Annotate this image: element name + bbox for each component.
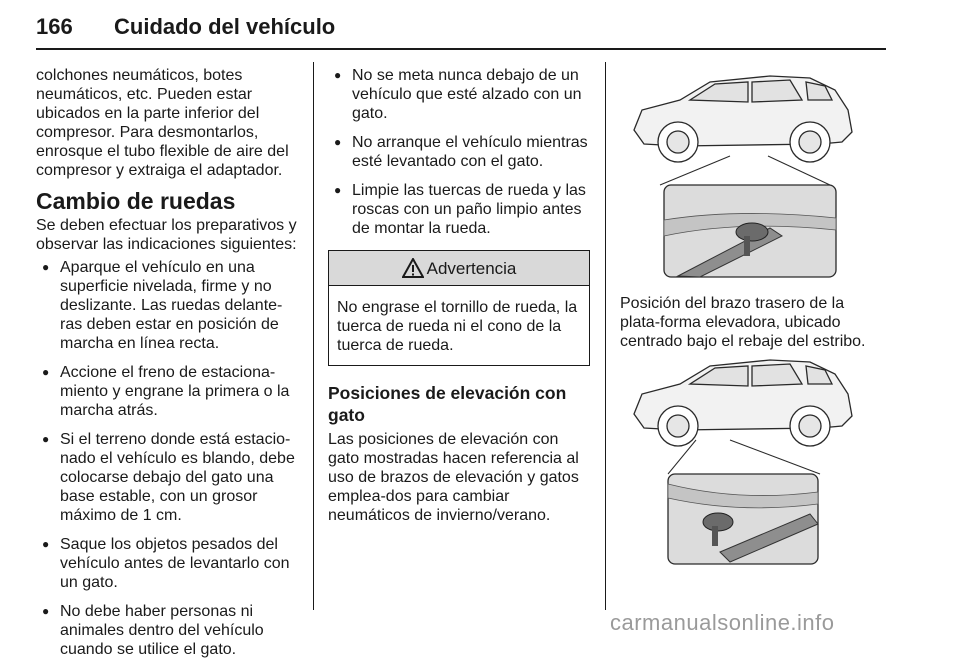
list-item: ● Aparque el vehículo en una superficie nivelada, firme y no deslizante. Las ruedas delante-ras deben estar en posición de marcha en línea recta. <box>36 258 298 353</box>
page-number: 166 <box>36 14 73 39</box>
column-divider-left <box>313 62 314 610</box>
column-1 <box>36 66 298 669</box>
list-item: ● Accione el freno de estaciona-miento y engrane la primera o la marcha atrás. <box>36 363 298 420</box>
watermark: carmanualsonline.info <box>610 610 835 635</box>
warning-header <box>329 251 589 286</box>
list-item: ● Limpie las tuercas de rueda y las roscas con un paño limpio antes de montar la rueda. <box>328 181 590 238</box>
section-title: Cuidado del vehículo <box>114 14 336 39</box>
list-item: ● Saque los objetos pesados del vehículo antes de levantarlo con un gato. <box>36 535 298 592</box>
lifting-paragraph: Las posiciones de elevación con gato mostradas hacen referencia al uso de brazos de elevación y gatos emplea-dos para cambiar neumáticos de invierno/verano. <box>328 431 579 524</box>
column-2 <box>328 66 590 525</box>
heading-cambio-de-ruedas: Cambio de ruedas <box>36 188 236 214</box>
car-lift-point-illustration-rear <box>620 70 886 285</box>
heading-posiciones-elevacion: Posiciones de elevación con gato <box>328 383 567 425</box>
intro-paragraph: colchones neumáticos, botes neumáticos, etc. Pueden estar ubicados en la parte inferior del compresor. Para desmontarlos, enrosque el tubo flexible de aire del compresor y extraiga el adaptador. <box>36 67 289 179</box>
page-header <box>36 14 886 50</box>
list-item: ● Si el terreno donde está estacio-nado el vehículo es blando, debe colocarse debajo del gato una base estable, con un grosor máximo de 1 cm. <box>36 430 298 525</box>
list-item: ● No arranque el vehículo mientras esté levantado con el gato. <box>328 133 590 171</box>
safety-list <box>328 66 590 238</box>
lead-paragraph: Se deben efectuar los preparativos y observar las indicaciones siguientes: <box>36 217 297 253</box>
car-lift-point-illustration-front <box>620 354 886 566</box>
warning-triangle-icon <box>402 258 424 278</box>
header-divider <box>36 48 886 50</box>
warning-title: Advertencia <box>426 258 517 278</box>
column-divider-right <box>605 62 606 610</box>
warning-box <box>328 250 590 366</box>
list-item: ● No debe haber personas ni animales dentro del vehículo cuando se utilice el gato. <box>36 602 298 659</box>
list-item: ● No se meta nunca debajo de un vehículo que esté alzado con un gato. <box>328 66 590 123</box>
preparation-list <box>36 258 298 659</box>
warning-text: No engrase el tornillo de rueda, la tuerca de rueda ni el cono de la tuerca de rueda. <box>337 299 578 354</box>
illustration-caption: Posición del brazo trasero de la plata-forma elevadora, ubicado centrado bajo el rebaje del estribo. <box>620 295 866 350</box>
